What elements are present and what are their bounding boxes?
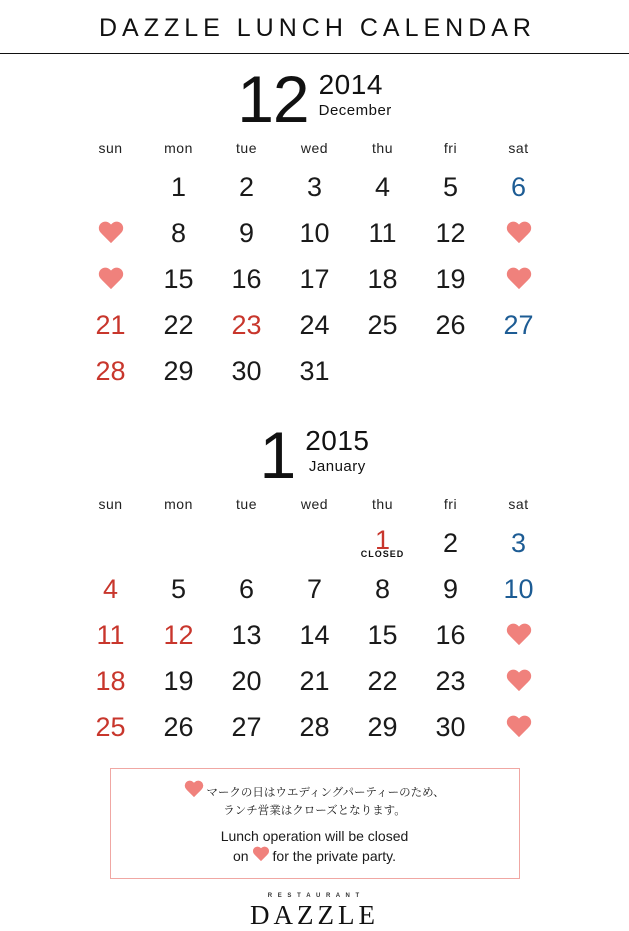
month-number: 12 <box>237 62 309 136</box>
calendar-day-number: 18 <box>95 665 126 696</box>
day-of-week-header: wed <box>300 496 329 512</box>
heart-icon <box>506 716 532 739</box>
month-year: 2015 <box>305 425 370 456</box>
calendar-day-number: 18 <box>367 263 398 294</box>
month-block-january <box>0 418 629 750</box>
day-of-week-header: fri <box>443 496 458 512</box>
calendar-day-number: 26 <box>163 711 194 742</box>
calendar-cell-empty <box>417 348 485 394</box>
calendar-day-number: 6 <box>510 171 527 202</box>
calendar-cell-wedding-party <box>485 256 553 302</box>
calendar-day-number: 11 <box>368 217 397 248</box>
footer-logo: DAZZLE <box>250 900 379 930</box>
calendar-day-number: 7 <box>306 573 323 604</box>
heart-icon <box>184 781 204 799</box>
calendar-day-number: 4 <box>102 573 119 604</box>
calendar-cell-wedding-party <box>485 210 553 256</box>
month-heading <box>0 418 629 492</box>
heart-icon <box>506 624 532 647</box>
heart-icon <box>506 670 532 693</box>
calendar-day-number: 6 <box>238 573 255 604</box>
calendar-day-number: 30 <box>231 355 262 386</box>
calendar-day-number: 28 <box>299 711 330 742</box>
legend-note-box <box>110 768 520 879</box>
month-year: 2014 <box>318 69 383 100</box>
calendar-day-number: 23 <box>435 665 466 696</box>
day-of-week-header: wed <box>300 140 329 156</box>
legend-note-japanese <box>121 781 509 820</box>
month-name: December <box>318 102 392 119</box>
calendar-day-number: 4 <box>374 171 391 202</box>
calendar-day-number: 9 <box>238 217 255 248</box>
day-of-week-header: sat <box>508 496 529 512</box>
day-of-week-header: tue <box>236 496 257 512</box>
calendar-day-number: 2 <box>238 171 255 202</box>
calendar-cell-empty <box>77 520 145 566</box>
footer-kicker: R E S T A U R A N T <box>267 893 362 899</box>
legend-note-english <box>121 826 509 866</box>
calendar-day-number: 10 <box>503 573 534 604</box>
day-of-week-header: mon <box>164 140 193 156</box>
calendar-day-number: 3 <box>510 527 527 558</box>
calendar-day-number: 29 <box>367 711 398 742</box>
month-block-december <box>0 62 629 394</box>
heart-icon <box>252 847 270 863</box>
calendar-day-number: 20 <box>231 665 262 696</box>
calendar-day-number: 21 <box>95 309 126 340</box>
calendar-day-number: 15 <box>367 619 398 650</box>
heart-icon <box>506 222 532 245</box>
calendar-day-number: 15 <box>163 263 194 294</box>
day-of-week-header: mon <box>164 496 193 512</box>
calendar-day-number: 29 <box>163 355 194 386</box>
heart-icon <box>98 222 124 245</box>
legend-jp-line1: マークの日はウエディングパーティーのため、 <box>206 787 445 799</box>
calendar-day-number: 25 <box>367 309 398 340</box>
calendar-day-number: 8 <box>374 573 391 604</box>
page-title: DAZZLE LUNCH CALENDAR <box>98 14 536 42</box>
heart-icon <box>98 268 124 291</box>
calendar-day-number: 19 <box>163 665 194 696</box>
calendar-day-number: 5 <box>170 573 187 604</box>
day-of-week-header: fri <box>443 140 458 156</box>
calendar-day-number: 26 <box>435 309 466 340</box>
heart-icon <box>506 268 532 291</box>
calendar-day-number: 13 <box>231 619 262 650</box>
calendar-cell-empty <box>77 164 145 210</box>
day-of-week-header: thu <box>372 496 393 512</box>
month-name: January <box>308 458 366 475</box>
calendar-cell-wedding-party <box>485 612 553 658</box>
calendar-grid-december <box>0 140 629 394</box>
legend-jp-line2: ランチ営業はクローズとなります。 <box>223 805 406 817</box>
calendar-day-number: 12 <box>163 619 194 650</box>
calendar-day-number: 27 <box>503 309 534 340</box>
calendar-cell-empty <box>349 348 417 394</box>
calendar-cell-wedding-party <box>485 704 553 750</box>
calendar-day-number: 22 <box>367 665 398 696</box>
legend-en-after: for the private party. <box>272 848 397 864</box>
calendar-cell-empty <box>485 348 553 394</box>
calendar-cell-empty <box>145 520 213 566</box>
calendar-day-number: 27 <box>231 711 262 742</box>
calendar-day-number: 5 <box>442 171 459 202</box>
month-heading <box>0 62 629 136</box>
calendar-grid-january <box>0 496 629 750</box>
calendar-day-number: 22 <box>163 309 194 340</box>
calendar-day-number: 8 <box>170 217 187 248</box>
footer-brand <box>0 893 629 931</box>
calendar-day-number: 23 <box>231 309 262 340</box>
day-of-week-header: sun <box>98 496 123 512</box>
calendar-cell-empty <box>281 520 349 566</box>
calendar-day-number: 16 <box>231 263 262 294</box>
month-number: 1 <box>259 418 296 492</box>
calendar-day-number: 16 <box>435 619 466 650</box>
calendar-cell-wedding-party <box>485 658 553 704</box>
calendar-day-number: 3 <box>306 171 323 202</box>
calendar-day-number: 24 <box>299 309 330 340</box>
calendar-day-number: 25 <box>95 711 126 742</box>
calendar-day-number: 1 <box>170 171 187 202</box>
calendar-day-number: 28 <box>95 355 126 386</box>
calendar-day-number: 31 <box>299 355 330 386</box>
calendar-day-number: 21 <box>299 665 330 696</box>
day-of-week-header: sun <box>98 140 123 156</box>
calendar-day-number: 14 <box>299 619 330 650</box>
calendar-cell-wedding-party <box>77 256 145 302</box>
calendar-cell-empty <box>213 520 281 566</box>
calendar-day-number: 1 <box>374 527 390 549</box>
day-of-week-header: thu <box>372 140 393 156</box>
calendar-day-number: 19 <box>435 263 466 294</box>
closed-label: CLOSED <box>360 549 405 559</box>
calendar-day-number: 2 <box>442 527 459 558</box>
legend-en-line1: Lunch operation will be closed <box>220 828 409 844</box>
calendar-day-number: 9 <box>442 573 459 604</box>
calendar-day-number: 17 <box>299 263 330 294</box>
calendar-day-number: 30 <box>435 711 466 742</box>
calendar-day-number: 10 <box>299 217 330 248</box>
legend-en-before: on <box>232 848 249 864</box>
calendar-cell-wedding-party <box>77 210 145 256</box>
day-of-week-header: sat <box>508 140 529 156</box>
day-of-week-header: tue <box>236 140 257 156</box>
calendar-day-number: 11 <box>96 619 125 650</box>
calendar-day-number: 12 <box>435 217 466 248</box>
calendar-cell-closed <box>349 520 417 566</box>
